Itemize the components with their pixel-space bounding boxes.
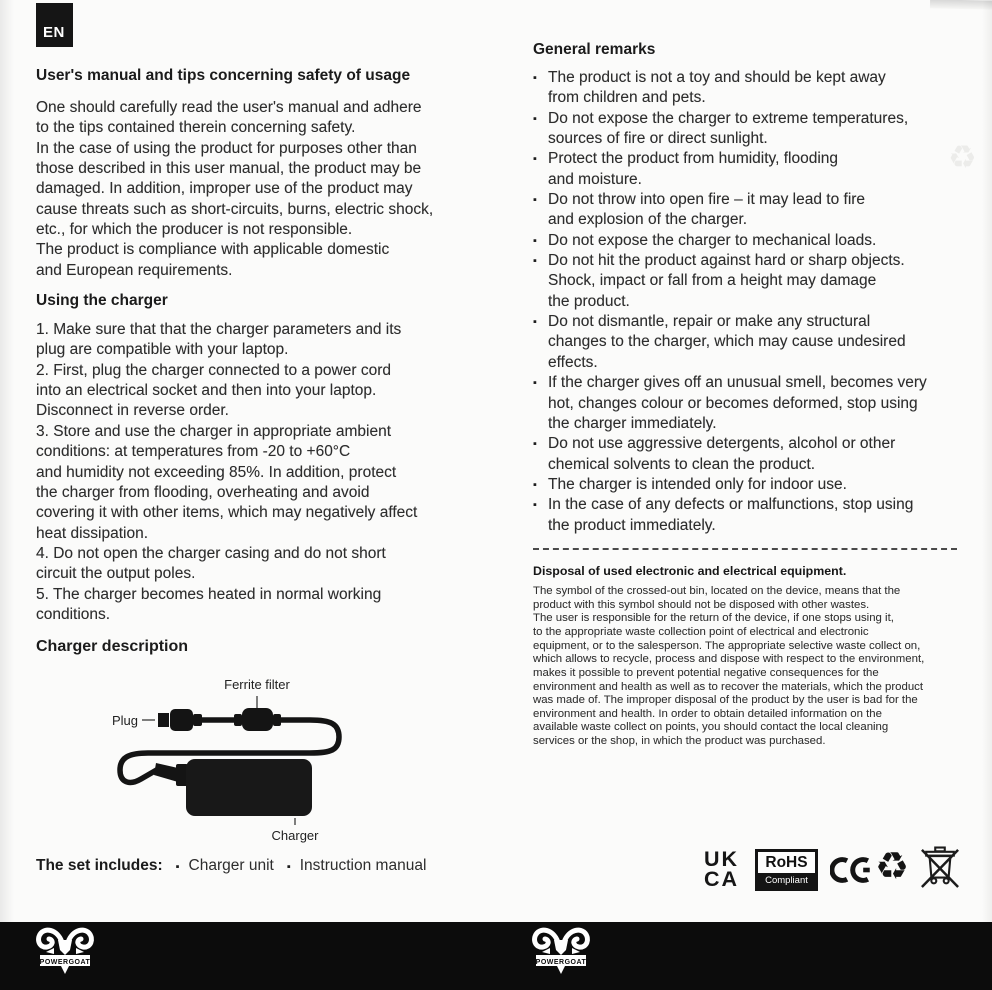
language-badge: EN: [36, 3, 73, 47]
charger-diagram: [36, 665, 472, 849]
text-line: One should carefully read the user's manual and adhere: [36, 99, 422, 116]
text-line: product with this symbol should not be disposed with other wastes.: [533, 598, 870, 611]
text-line: Do not throw into open fire – it may lead to fire: [548, 191, 866, 209]
text-line: cause threats such as short-circuits, burns, electric shock,: [36, 200, 434, 218]
text-line: In the case of using the product for purposes other than: [36, 139, 417, 157]
text-line: conditions.: [36, 605, 111, 623]
footer-bar: [0, 922, 992, 990]
bullet-item: [533, 190, 961, 231]
set-includes: [36, 857, 426, 875]
ferrite-filter-label: Ferrite filter: [224, 677, 290, 693]
rohs-subtitle: Compliant: [758, 873, 815, 888]
text-line: Do not use aggressive detergents, alcohol or other: [548, 435, 896, 453]
weee-bin-icon: [920, 845, 960, 891]
text-line: available waste collect on points, you should contact the local cleaning: [533, 721, 889, 734]
scan-smudge: [930, 0, 992, 10]
text-line: hot, changes colour or becomes deformed, stop using: [548, 394, 918, 412]
ce-mark-icon: [830, 853, 874, 887]
text-line: conditions: at temperatures from -20 to +60°C: [36, 443, 351, 461]
bullet-text: [548, 251, 961, 312]
text-line: covering it with other items, which may negatively affect: [36, 504, 418, 522]
bullet-text: [548, 149, 961, 190]
text-line: Do not dismantle, repair or make any structural: [548, 313, 871, 331]
intro-paragraph: [36, 98, 472, 281]
text-line: and humidity not exceeding 85%. In addition, protect: [36, 463, 397, 481]
text-line: 1. Make sure that that the charger parameters and its: [36, 321, 402, 339]
general-remarks-list: [533, 68, 961, 536]
bullet-square-icon: ▪: [533, 234, 537, 247]
bullet-text: [548, 190, 961, 231]
text-line: which allows to recycle, process and dispose with respect to the environment,: [533, 653, 925, 666]
general-remarks-heading: General remarks: [533, 41, 656, 58]
bullet-text: [548, 312, 961, 373]
text-line: from children and pets.: [548, 89, 706, 107]
bullet-square-icon: ▪: [286, 861, 291, 873]
bullet-item: [533, 312, 961, 373]
text-line: heat dissipation.: [36, 524, 149, 542]
goat-face: [58, 940, 72, 955]
set-item-label: Charger unit: [188, 857, 274, 874]
bullet-square-icon: ▪: [533, 112, 537, 125]
text-line: Do not hit the product against hard or sharp objects.: [548, 252, 905, 270]
dashed-divider: [533, 548, 957, 550]
bullet-item: [533, 149, 961, 190]
text-line: 4. Do not open the charger casing and do not short: [36, 544, 386, 562]
text-line: Do not expose the charger to mechanical loads.: [548, 231, 877, 249]
bullet-text: [548, 109, 961, 150]
text-line: chemical solvents to clean the product.: [548, 455, 816, 473]
bullet-text: [548, 68, 961, 109]
bullet-item: [533, 434, 961, 475]
rohs-title: RoHS: [765, 854, 808, 871]
bullet-item: [533, 373, 961, 434]
faint-recycle-icon: ♻: [948, 139, 977, 175]
text-line: Protect the product from humidity, flooding: [548, 150, 839, 168]
intro-heading: User's manual and tips concerning safety of usage: [36, 67, 411, 84]
text-line: 2. First, plug the charger connected to a power cord: [36, 361, 391, 379]
ferrite-filter-bead: [242, 708, 273, 731]
ukca-bottom: CA: [704, 866, 740, 891]
set-includes-label: The set includes:: [36, 857, 163, 874]
bullet-text: [548, 475, 961, 495]
bullet-square-icon: ▪: [533, 377, 537, 390]
text-line: Disconnect in reverse order.: [36, 402, 229, 420]
bullet-item: [533, 251, 961, 312]
using-charger-heading: Using the charger: [36, 292, 168, 310]
text-line: damaged. In addition, improper use of the product may: [36, 180, 413, 198]
text-line: and explosion of the charger.: [548, 211, 748, 229]
text-line: those described in this user manual, the product may be: [36, 160, 422, 178]
text-line: and European requirements.: [36, 261, 233, 279]
rohs-mark: [755, 849, 818, 891]
text-line: the product immediately.: [548, 516, 716, 534]
bullet-item: [533, 495, 961, 536]
text-line: The charger is intended only for indoor use.: [548, 475, 847, 493]
text-line: was made of. The improper disposal of the product by the user is bad for the: [533, 694, 918, 707]
bullet-text: [548, 495, 961, 536]
powergoat-logo: [33, 924, 97, 982]
text-line: The symbol of the crossed-out bin, located on the device, means that the: [533, 584, 901, 597]
text-line: the charger from flooding, overheating and avoid: [36, 483, 370, 501]
text-line: equipment, or to the salesperson. The appropriate selective waste collect on,: [533, 639, 921, 652]
text-line: effects.: [548, 353, 598, 371]
text-line: to the tips contained therein concerning safety.: [36, 119, 356, 137]
text-line: changes to the charger, which may cause undesired: [548, 333, 906, 351]
bullet-text: [548, 434, 961, 475]
recycle-icon: ♻: [875, 846, 910, 888]
text-line: 5. The charger becomes heated in normal working: [36, 585, 382, 603]
bullet-square-icon: ▪: [533, 255, 537, 268]
text-line: and moisture.: [548, 170, 642, 188]
text-line: into an electrical socket and then into your laptop.: [36, 382, 377, 400]
plug-label: Plug: [111, 713, 138, 729]
text-line: In the case of any defects or malfunctions, stop using: [548, 496, 914, 514]
powergoat-logo: [529, 924, 593, 982]
right-column: [533, 40, 961, 749]
set-item: [287, 857, 427, 874]
text-line: services or the shop, in which the product was purchased.: [533, 735, 826, 748]
bullet-square-icon: ▪: [533, 153, 537, 166]
text-line: The product is not a toy and should be kept away: [548, 69, 886, 86]
brand-label: POWERGOAT: [39, 958, 91, 966]
goat-face: [554, 940, 568, 955]
text-line: to the appropriate waste collection point of electrical and electronic: [533, 625, 869, 638]
text-line: 3. Store and use the charger in appropriate ambient: [36, 422, 392, 440]
text-line: circuit the output poles.: [36, 565, 196, 583]
text-line: the product.: [548, 292, 630, 310]
bullet-square-icon: ▪: [533, 194, 537, 207]
bullet-square-icon: ▪: [533, 478, 537, 491]
text-line: the charger immediately.: [548, 414, 717, 432]
text-line: The user is responsible for the return of the device, if one stops using it,: [533, 612, 894, 625]
text-line: environment and health as well as to recover the materials, which the product: [533, 680, 924, 693]
disposal-heading: Disposal of used electronic and electrical equipment.: [533, 563, 847, 578]
bullet-text: [548, 373, 961, 434]
left-column: [36, 66, 472, 849]
text-line: etc., for which the producer is not responsible.: [36, 221, 353, 239]
bullet-square-icon: ▪: [533, 316, 537, 329]
disposal-paragraph: [533, 585, 961, 749]
bullet-square-icon: ▪: [533, 438, 537, 451]
charger-label: Charger: [271, 828, 319, 844]
bullet-square-icon: ▪: [175, 861, 180, 873]
ukca-top: UK: [704, 847, 740, 871]
bullet-square-icon: ▪: [533, 72, 537, 84]
charger-brick: [186, 759, 312, 816]
text-line: sources of fire or direct sunlight.: [548, 130, 768, 148]
text-line: plug are compatible with your laptop.: [36, 341, 289, 359]
bullet-item: [533, 475, 961, 495]
bullet-item: [533, 68, 961, 109]
text-line: Shock, impact or fall from a height may damage: [548, 272, 877, 290]
set-item: [176, 857, 274, 874]
text-line: makes it possible to prevent potential negative consequences for the: [533, 666, 879, 679]
text-line: environment and health. In order to obtain detailed information on the: [533, 707, 882, 720]
text-line: Do not expose the charger to extreme temperatures,: [548, 109, 909, 127]
set-item-label: Instruction manual: [299, 857, 427, 874]
brand-label: POWERGOAT: [535, 958, 587, 966]
charger-diagram-figure: [98, 665, 380, 847]
bullet-text: [548, 231, 961, 251]
plug-connector: [170, 709, 193, 731]
text-line: The product is compliance with applicable domestic: [36, 241, 390, 259]
bullet-item: [533, 109, 961, 150]
set-includes-items: [163, 857, 427, 874]
ukca-mark: [704, 847, 740, 891]
bullet-square-icon: ▪: [533, 499, 537, 512]
text-line: If the charger gives off an unusual smell, becomes very: [548, 374, 927, 392]
charger-description-heading: Charger description: [36, 638, 189, 656]
using-charger-list: [36, 320, 472, 625]
plug-tip: [158, 713, 169, 727]
bullet-item: [533, 231, 961, 251]
